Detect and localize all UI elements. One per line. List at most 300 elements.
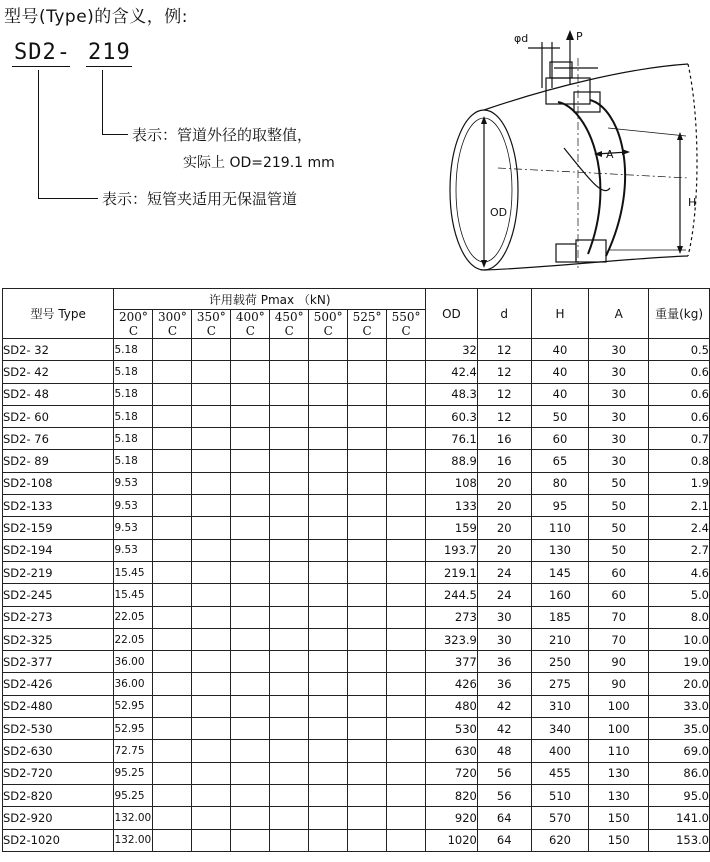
cell-load-empty — [387, 584, 426, 606]
cell-load-empty — [153, 361, 192, 383]
cell-type: SD2-630 — [3, 740, 114, 762]
cell-load-empty — [192, 695, 231, 717]
cell-d: 36 — [477, 651, 531, 673]
cell-weight: 10.0 — [649, 628, 710, 650]
cell-load-empty — [153, 495, 192, 517]
col-type-header: 型号 Type — [3, 289, 114, 339]
load-arrow-head — [566, 30, 574, 40]
cell-load-empty — [309, 695, 348, 717]
cell-load-empty — [348, 807, 387, 829]
size-underline — [86, 66, 132, 67]
cell-load-200c: 22.05 — [114, 606, 153, 628]
pipe-clamp-diagram — [438, 28, 710, 278]
cell-a: 30 — [589, 405, 649, 427]
cell-a: 30 — [589, 383, 649, 405]
cell-load-empty — [387, 495, 426, 517]
cell-weight: 5.0 — [649, 584, 710, 606]
cell-load-empty — [231, 673, 270, 695]
cell-load-empty — [309, 539, 348, 561]
cell-d: 20 — [477, 517, 531, 539]
cell-load-empty — [153, 695, 192, 717]
cell-load-empty — [153, 807, 192, 829]
cell-load-empty — [309, 784, 348, 806]
cell-a: 30 — [589, 361, 649, 383]
cell-load-empty — [348, 428, 387, 450]
cell-load-empty — [231, 807, 270, 829]
cell-weight: 0.6 — [649, 361, 710, 383]
cell-load-empty — [192, 450, 231, 472]
cell-load-empty — [192, 807, 231, 829]
code-series: SD2- — [14, 40, 71, 65]
cell-h: 145 — [531, 561, 589, 583]
cell-load-empty — [348, 784, 387, 806]
cell-load-empty — [231, 606, 270, 628]
cell-od: 42.4 — [426, 361, 478, 383]
table-row — [3, 405, 710, 427]
cell-type: SD2- 60 — [3, 405, 114, 427]
cell-load-empty — [387, 561, 426, 583]
cell-a: 70 — [589, 628, 649, 650]
cell-load-empty — [192, 673, 231, 695]
cell-load-empty — [309, 829, 348, 851]
cell-load-empty — [270, 784, 309, 806]
cell-d: 12 — [477, 361, 531, 383]
cell-load-200c: 5.18 — [114, 383, 153, 405]
cell-a: 30 — [589, 450, 649, 472]
cell-load-empty — [153, 428, 192, 450]
cell-weight: 95.0 — [649, 784, 710, 806]
cell-load-empty — [348, 673, 387, 695]
cell-load-empty — [192, 651, 231, 673]
cell-load-empty — [231, 517, 270, 539]
cell-load-empty — [192, 584, 231, 606]
cell-load-empty — [309, 718, 348, 740]
cell-load-empty — [192, 383, 231, 405]
cell-load-empty — [231, 539, 270, 561]
cell-load-empty — [231, 740, 270, 762]
cell-load-empty — [387, 539, 426, 561]
cell-load-empty — [348, 472, 387, 494]
cell-load-empty — [309, 740, 348, 762]
cell-h: 60 — [531, 428, 589, 450]
cell-h: 210 — [531, 628, 589, 650]
cell-od: 133 — [426, 495, 478, 517]
cell-a: 110 — [589, 740, 649, 762]
cell-d: 24 — [477, 561, 531, 583]
cell-d: 12 — [477, 383, 531, 405]
cell-load-empty — [153, 383, 192, 405]
cell-load-200c: 132.00 — [114, 829, 153, 851]
cell-od: 244.5 — [426, 584, 478, 606]
cell-load-empty — [387, 673, 426, 695]
cell-load-empty — [348, 561, 387, 583]
cell-weight: 0.5 — [649, 339, 710, 361]
cell-a: 50 — [589, 472, 649, 494]
cell-a: 130 — [589, 762, 649, 784]
cell-d: 16 — [477, 428, 531, 450]
cell-load-empty — [192, 829, 231, 851]
cell-load-empty — [387, 807, 426, 829]
cell-a: 100 — [589, 695, 649, 717]
cell-type: SD2-920 — [3, 807, 114, 829]
cell-a: 50 — [589, 517, 649, 539]
size-leader-horizontal — [102, 134, 128, 135]
cell-load-empty — [270, 561, 309, 583]
table-row — [3, 695, 710, 717]
cell-load-empty — [309, 673, 348, 695]
table-row — [3, 517, 710, 539]
cell-od: 920 — [426, 807, 478, 829]
cell-od: 630 — [426, 740, 478, 762]
cell-d: 56 — [477, 784, 531, 806]
col-od-header: OD — [426, 289, 478, 339]
cell-load-empty — [153, 718, 192, 740]
cell-type: SD2-820 — [3, 784, 114, 806]
cell-d: 24 — [477, 584, 531, 606]
cell-d: 64 — [477, 807, 531, 829]
cell-load-empty — [309, 339, 348, 361]
cell-load-empty — [192, 606, 231, 628]
col-a-header: A — [589, 289, 649, 339]
cell-a: 90 — [589, 651, 649, 673]
cell-load-empty — [270, 740, 309, 762]
cell-type: SD2- 48 — [3, 383, 114, 405]
cell-load-empty — [153, 628, 192, 650]
temp-header: 500° C — [309, 310, 348, 339]
cell-load-empty — [270, 428, 309, 450]
col-h-header: H — [531, 289, 589, 339]
cell-load-empty — [270, 718, 309, 740]
cell-od: 76.1 — [426, 428, 478, 450]
cell-weight: 0.6 — [649, 405, 710, 427]
table-row — [3, 539, 710, 561]
cell-load-empty — [270, 339, 309, 361]
cell-load-200c: 36.00 — [114, 673, 153, 695]
cell-load-empty — [309, 495, 348, 517]
cell-a: 60 — [589, 584, 649, 606]
cell-load-empty — [192, 361, 231, 383]
cell-load-empty — [153, 472, 192, 494]
size-leader-vertical — [102, 70, 103, 134]
cell-h: 620 — [531, 829, 589, 851]
cell-od: 60.3 — [426, 405, 478, 427]
cell-load-200c: 5.18 — [114, 405, 153, 427]
cell-load-empty — [348, 517, 387, 539]
cell-load-empty — [348, 718, 387, 740]
label-a: A — [606, 148, 614, 161]
cell-load-empty — [270, 450, 309, 472]
cell-load-empty — [270, 495, 309, 517]
cell-load-empty — [270, 695, 309, 717]
cell-load-empty — [192, 428, 231, 450]
cell-load-200c: 15.45 — [114, 561, 153, 583]
cell-d: 48 — [477, 740, 531, 762]
cell-h: 80 — [531, 472, 589, 494]
cell-load-empty — [348, 361, 387, 383]
cell-load-empty — [192, 405, 231, 427]
cell-type: SD2- 89 — [3, 450, 114, 472]
cell-type: SD2- 32 — [3, 339, 114, 361]
cell-load-empty — [231, 762, 270, 784]
table-row — [3, 651, 710, 673]
series-description: 表示：短管夹适用无保温管道 — [102, 190, 298, 208]
cell-od: 108 — [426, 472, 478, 494]
cell-weight: 69.0 — [649, 740, 710, 762]
cell-load-empty — [387, 628, 426, 650]
cell-load-200c: 22.05 — [114, 628, 153, 650]
cell-load-empty — [309, 405, 348, 427]
table-row — [3, 428, 710, 450]
cell-type: SD2- 42 — [3, 361, 114, 383]
cell-load-empty — [153, 606, 192, 628]
col-weight-header: 重量(kg) — [649, 289, 710, 339]
cell-load-empty — [387, 383, 426, 405]
cell-h: 510 — [531, 784, 589, 806]
cell-h: 275 — [531, 673, 589, 695]
cell-load-empty — [270, 829, 309, 851]
series-leader-vertical — [38, 70, 39, 198]
cell-weight: 19.0 — [649, 651, 710, 673]
cell-load-empty — [231, 472, 270, 494]
cell-load-empty — [231, 829, 270, 851]
cell-load-empty — [348, 383, 387, 405]
cell-load-empty — [387, 405, 426, 427]
temp-header: 450° C — [270, 310, 309, 339]
cell-load-empty — [387, 695, 426, 717]
cell-od: 32 — [426, 339, 478, 361]
cell-load-empty — [270, 807, 309, 829]
cell-weight: 153.0 — [649, 829, 710, 851]
cell-load-empty — [270, 606, 309, 628]
cell-load-empty — [309, 651, 348, 673]
cell-load-empty — [192, 339, 231, 361]
temp-header: 350° C — [192, 310, 231, 339]
temp-header: 200° C — [114, 310, 153, 339]
cell-a: 150 — [589, 807, 649, 829]
cell-load-empty — [231, 628, 270, 650]
cell-d: 20 — [477, 539, 531, 561]
cell-load-empty — [192, 718, 231, 740]
cell-load-empty — [348, 495, 387, 517]
cell-load-empty — [231, 784, 270, 806]
spec-table — [2, 288, 710, 852]
cell-load-empty — [348, 405, 387, 427]
label-phi-d: φd — [514, 32, 529, 45]
cell-load-empty — [192, 517, 231, 539]
cell-load-empty — [270, 673, 309, 695]
cell-h: 400 — [531, 740, 589, 762]
cell-weight: 2.7 — [649, 539, 710, 561]
cell-load-empty — [387, 784, 426, 806]
cell-a: 150 — [589, 829, 649, 851]
cell-h: 160 — [531, 584, 589, 606]
cell-load-empty — [270, 472, 309, 494]
cell-weight: 2.4 — [649, 517, 710, 539]
table-row — [3, 383, 710, 405]
cell-load-empty — [348, 695, 387, 717]
cell-load-empty — [153, 762, 192, 784]
cell-load-empty — [387, 361, 426, 383]
cell-h: 310 — [531, 695, 589, 717]
cell-load-200c: 15.45 — [114, 584, 153, 606]
cell-od: 820 — [426, 784, 478, 806]
cell-load-empty — [270, 405, 309, 427]
cell-d: 30 — [477, 606, 531, 628]
cell-load-empty — [348, 628, 387, 650]
cell-load-empty — [153, 517, 192, 539]
cell-load-empty — [387, 829, 426, 851]
code-size: 219 — [88, 40, 131, 65]
cell-load-empty — [387, 428, 426, 450]
cell-load-empty — [387, 740, 426, 762]
cell-load-empty — [270, 539, 309, 561]
series-leader-horizontal — [38, 198, 98, 199]
cell-load-empty — [387, 472, 426, 494]
cell-type: SD2-426 — [3, 673, 114, 695]
label-od: OD — [490, 206, 508, 219]
cell-type: SD2-133 — [3, 495, 114, 517]
cell-a: 70 — [589, 606, 649, 628]
table-row — [3, 718, 710, 740]
cell-od: 88.9 — [426, 450, 478, 472]
cell-load-empty — [387, 517, 426, 539]
cell-load-200c: 9.53 — [114, 472, 153, 494]
cell-load-empty — [231, 383, 270, 405]
cell-weight: 4.6 — [649, 561, 710, 583]
cell-load-empty — [153, 584, 192, 606]
cell-od: 159 — [426, 517, 478, 539]
cell-type: SD2-720 — [3, 762, 114, 784]
cell-type: SD2-273 — [3, 606, 114, 628]
cell-load-200c: 5.18 — [114, 339, 153, 361]
cell-load-empty — [270, 584, 309, 606]
table-row — [3, 762, 710, 784]
cell-load-empty — [153, 539, 192, 561]
table-row — [3, 472, 710, 494]
cell-load-200c: 5.18 — [114, 450, 153, 472]
cell-h: 185 — [531, 606, 589, 628]
cell-load-empty — [192, 539, 231, 561]
table-row — [3, 561, 710, 583]
cell-load-200c: 5.18 — [114, 361, 153, 383]
cell-load-200c: 9.53 — [114, 495, 153, 517]
cell-a: 50 — [589, 539, 649, 561]
cell-od: 273 — [426, 606, 478, 628]
cell-weight: 35.0 — [649, 718, 710, 740]
cell-load-200c: 52.95 — [114, 718, 153, 740]
cell-load-empty — [231, 428, 270, 450]
cell-load-empty — [192, 784, 231, 806]
cell-load-200c: 72.75 — [114, 740, 153, 762]
cell-h: 130 — [531, 539, 589, 561]
cell-load-empty — [309, 561, 348, 583]
cell-weight: 141.0 — [649, 807, 710, 829]
cell-load-empty — [309, 584, 348, 606]
cell-od: 323.9 — [426, 628, 478, 650]
label-h: H — [688, 196, 697, 209]
cell-a: 130 — [589, 784, 649, 806]
cell-type: SD2-1020 — [3, 829, 114, 851]
cell-od: 193.7 — [426, 539, 478, 561]
cell-load-empty — [348, 651, 387, 673]
cell-load-empty — [387, 762, 426, 784]
cell-load-empty — [231, 361, 270, 383]
temp-header: 550° C — [387, 310, 426, 339]
cell-od: 48.3 — [426, 383, 478, 405]
cell-load-empty — [153, 829, 192, 851]
cell-load-200c: 9.53 — [114, 539, 153, 561]
cell-d: 16 — [477, 450, 531, 472]
cell-load-empty — [192, 495, 231, 517]
cell-type: SD2-194 — [3, 539, 114, 561]
page-title: 型号(Type)的含义，例: — [4, 7, 189, 27]
cell-weight: 2.1 — [649, 495, 710, 517]
cell-load-200c: 36.00 — [114, 651, 153, 673]
cell-h: 40 — [531, 361, 589, 383]
cell-load-empty — [231, 561, 270, 583]
cell-weight: 0.8 — [649, 450, 710, 472]
cell-load-empty — [153, 339, 192, 361]
cell-load-empty — [270, 517, 309, 539]
cell-d: 12 — [477, 405, 531, 427]
cell-d: 20 — [477, 472, 531, 494]
temp-header: 300° C — [153, 310, 192, 339]
cell-load-empty — [348, 762, 387, 784]
cell-d: 56 — [477, 762, 531, 784]
cell-load-empty — [348, 606, 387, 628]
cell-type: SD2-219 — [3, 561, 114, 583]
temp-header: 400° C — [231, 310, 270, 339]
cell-load-empty — [231, 450, 270, 472]
table-header-row — [3, 289, 710, 310]
cell-type: SD2-108 — [3, 472, 114, 494]
cell-load-empty — [192, 762, 231, 784]
cell-weight: 1.9 — [649, 472, 710, 494]
cell-load-empty — [270, 762, 309, 784]
cell-h: 40 — [531, 383, 589, 405]
cell-load-empty — [348, 740, 387, 762]
cell-weight: 0.6 — [649, 383, 710, 405]
cell-load-empty — [387, 339, 426, 361]
cell-h: 250 — [531, 651, 589, 673]
cell-d: 36 — [477, 673, 531, 695]
cell-load-empty — [309, 517, 348, 539]
cell-load-empty — [231, 695, 270, 717]
cell-d: 30 — [477, 628, 531, 650]
cell-load-empty — [231, 651, 270, 673]
temp-header: 525° C — [348, 310, 387, 339]
cell-load-empty — [270, 651, 309, 673]
cell-load-empty — [387, 651, 426, 673]
cell-load-empty — [153, 561, 192, 583]
cell-type: SD2-245 — [3, 584, 114, 606]
cell-weight: 86.0 — [649, 762, 710, 784]
cell-weight: 33.0 — [649, 695, 710, 717]
cell-od: 480 — [426, 695, 478, 717]
cell-load-empty — [348, 339, 387, 361]
table-row — [3, 450, 710, 472]
cell-d: 64 — [477, 829, 531, 851]
cell-load-empty — [231, 339, 270, 361]
cell-load-200c: 52.95 — [114, 695, 153, 717]
cell-load-empty — [348, 584, 387, 606]
cell-type: SD2-325 — [3, 628, 114, 650]
cell-load-empty — [309, 628, 348, 650]
cell-a: 30 — [589, 428, 649, 450]
cell-h: 40 — [531, 339, 589, 361]
col-load-header: 许用载荷 Pmax （kN) — [114, 289, 426, 310]
cell-load-200c: 5.18 — [114, 428, 153, 450]
